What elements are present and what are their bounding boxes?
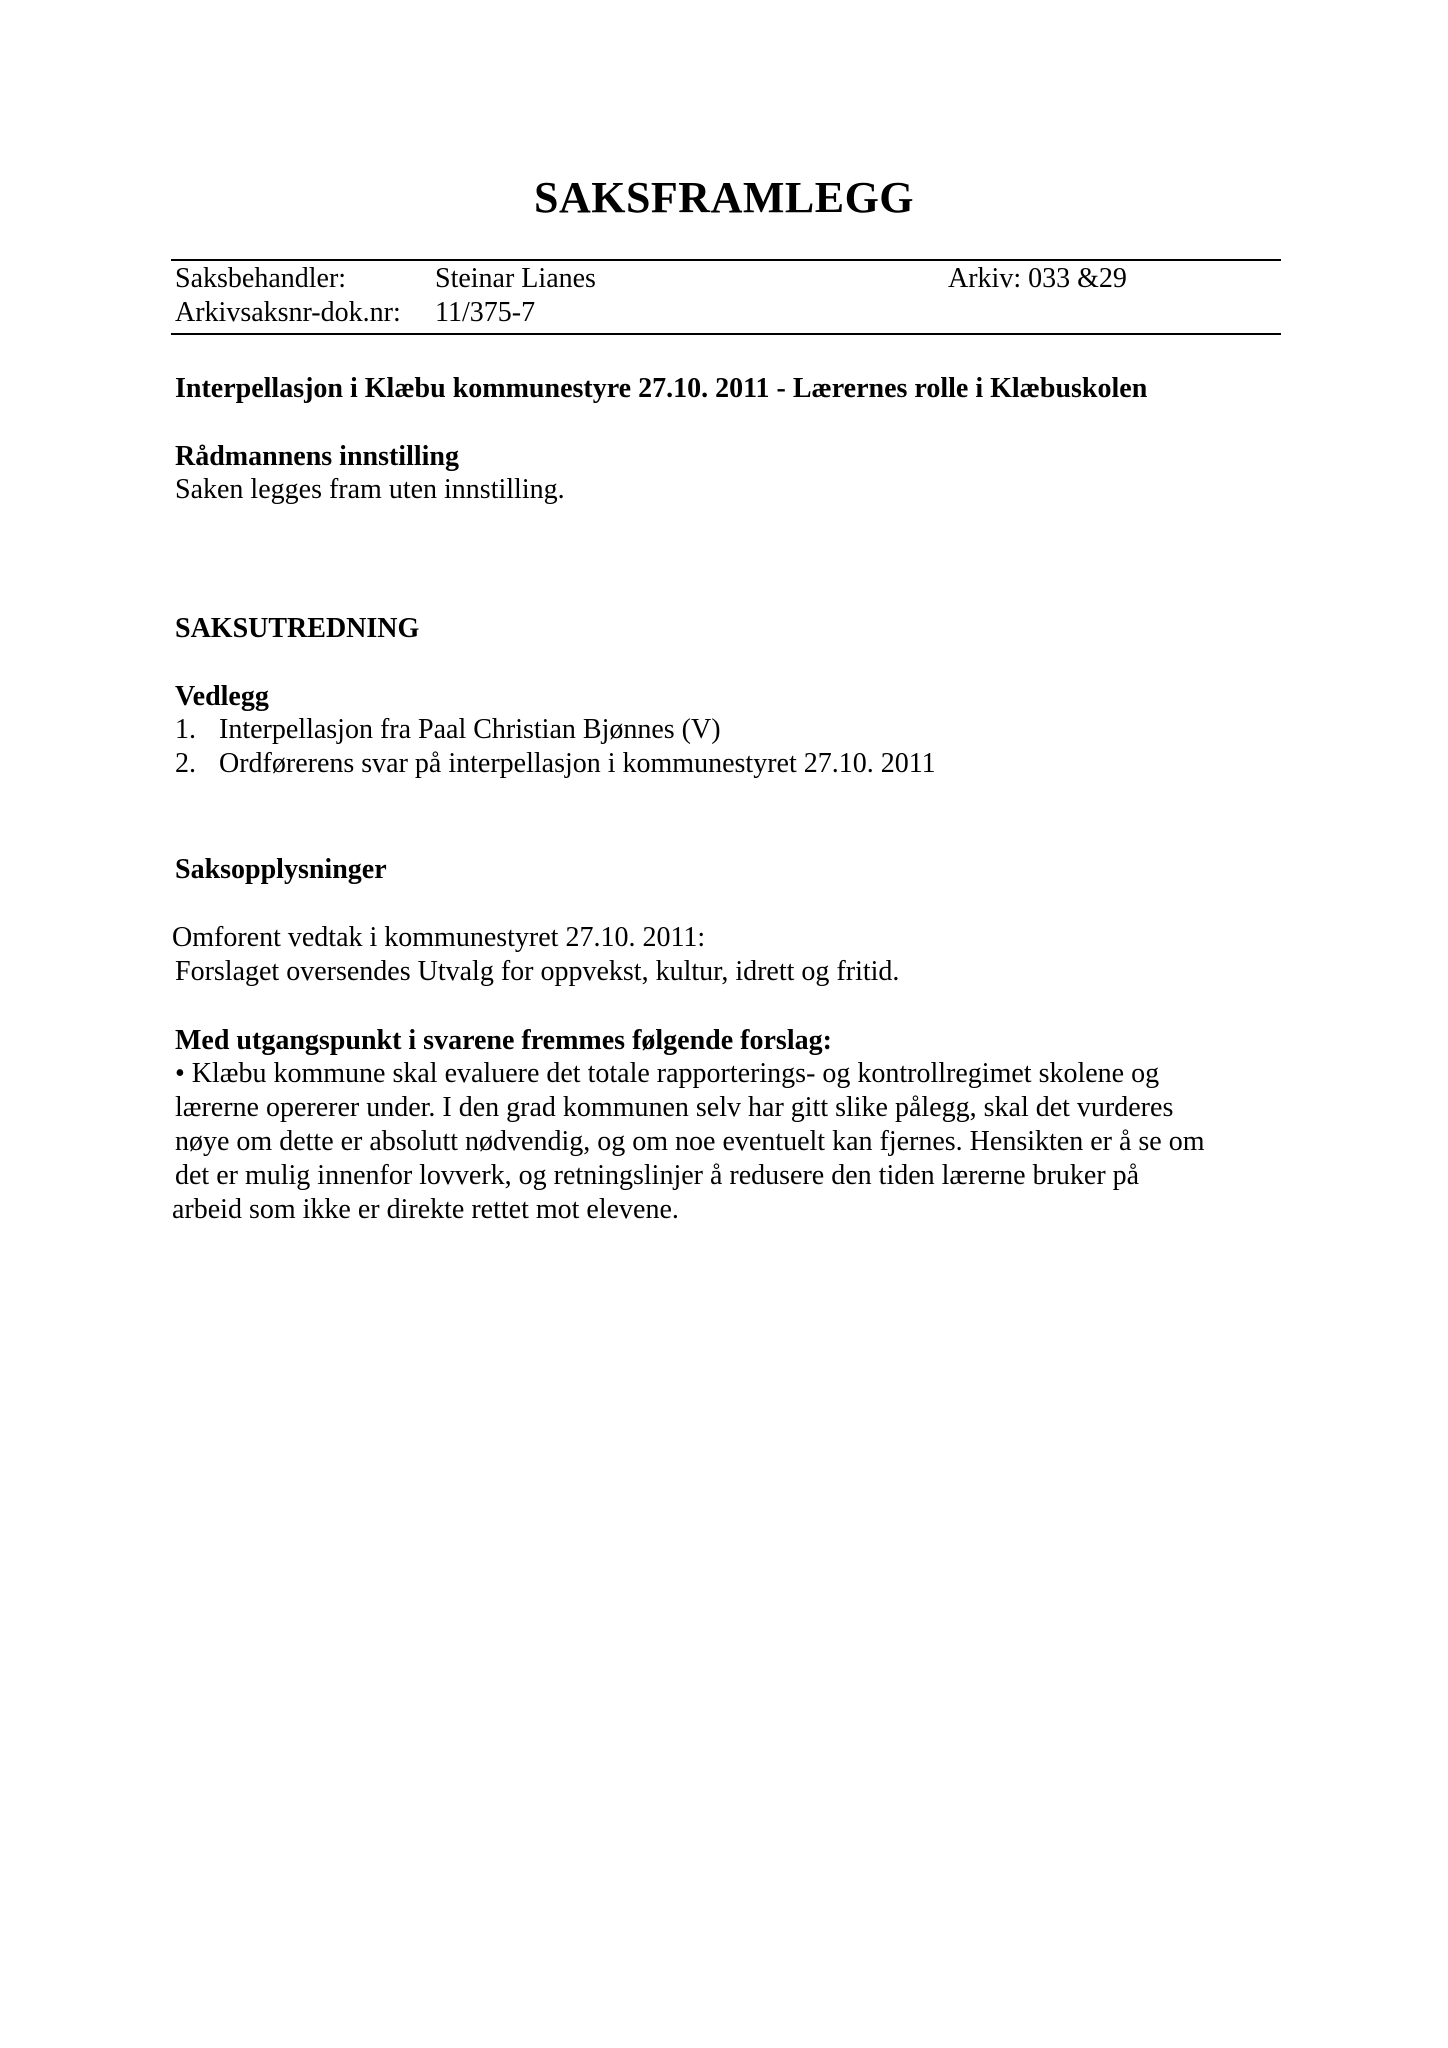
arkivsaksnr-value: 11/375-7	[435, 297, 536, 328]
document-subject: Interpellasjon i Klæbu kommunestyre 27.10. 2011 - Lærernes rolle i Klæbuskolen	[175, 373, 1148, 404]
header-row-saksbehandler	[175, 263, 1127, 295]
forslag-heading: Med utgangspunkt i svarene fremmes følgende forslag:	[175, 1025, 832, 1056]
arkivsaksnr-label: Arkivsaksnr-dok.nr:	[175, 297, 401, 328]
radmann-text: Saken legges fram uten innstilling.	[175, 474, 565, 505]
radmann-heading: Rådmannens innstilling	[175, 441, 459, 472]
vedlegg-item-number: 2.	[175, 748, 196, 779]
saksbehandler-value: Steinar Lianes	[435, 263, 596, 294]
header-bottom-rule	[171, 333, 1281, 335]
vedlegg-item-number: 1.	[175, 714, 196, 745]
header-top-rule	[171, 259, 1281, 261]
forslag-line: • Klæbu kommune skal evaluere det totale rapporterings- og kontrollregimet skolene og	[175, 1058, 1160, 1089]
forslag-line: nøye om dette er absolutt nødvendig, og om noe eventuelt kan fjernes. Hensikten er å se om	[175, 1126, 1205, 1157]
forslag-line: arbeid som ikke er direkte rettet mot elevene.	[172, 1194, 679, 1225]
arkiv-value: Arkiv: 033 &29	[948, 263, 1127, 294]
forslag-paragraph	[172, 1057, 1292, 1227]
document-title: SAKSFRAMLEGG	[533, 173, 915, 222]
saksopplysninger-line-1: Omforent vedtak i kommunestyret 27.10. 2011:	[172, 922, 706, 953]
vedlegg-item-text: Interpellasjon fra Paal Christian Bjønnes (V)	[219, 714, 721, 745]
saksopplysninger-line-2: Forslaget oversendes Utvalg for oppvekst, kultur, idrett og fritid.	[175, 956, 900, 987]
forslag-line: det er mulig innenfor lovverk, og retningslinjer å redusere den tiden lærerne bruker på	[175, 1160, 1140, 1191]
saksopplysninger-heading: Saksopplysninger	[175, 854, 387, 885]
saksbehandler-label: Saksbehandler:	[175, 263, 347, 294]
forslag-line: lærerne opererer under. I den grad kommunen selv har gitt slike pålegg, skal det vurderes	[175, 1092, 1174, 1123]
vedlegg-heading: Vedlegg	[175, 681, 269, 712]
saksutredning-heading: SAKSUTREDNING	[175, 613, 420, 644]
vedlegg-item-text: Ordførerens svar på interpellasjon i kommunestyret 27.10. 2011	[219, 748, 936, 779]
header-row-arkivsaksnr	[175, 297, 536, 329]
